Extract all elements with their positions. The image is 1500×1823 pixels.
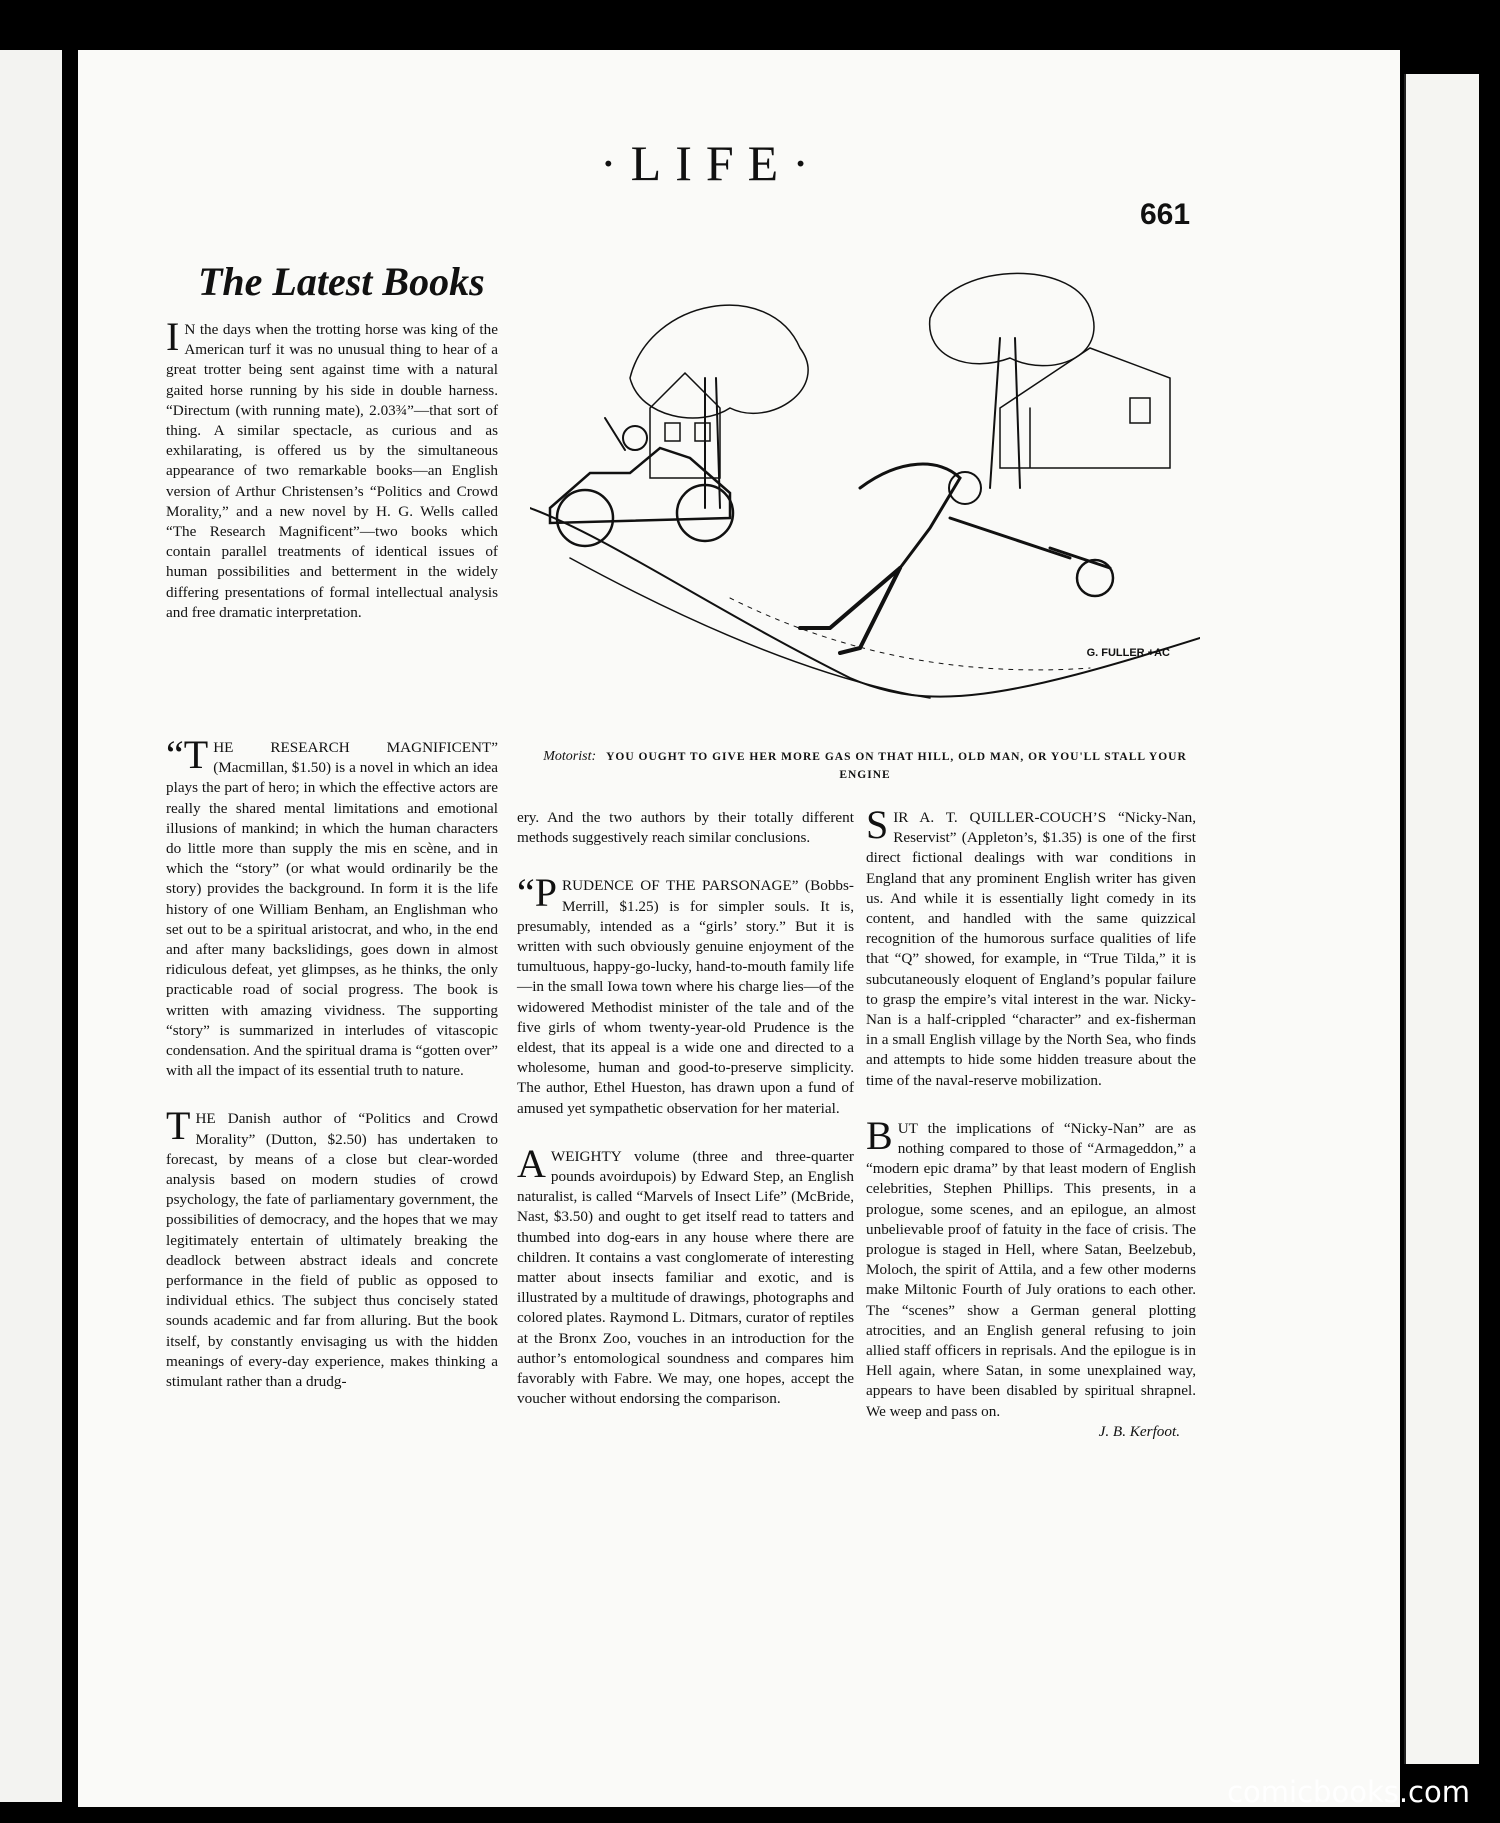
- man-legs: [800, 568, 900, 653]
- paragraph-text: N the days when the trotting horse was king of the American turf it was no unusual thing to hear of a great trotter being sent against time with a natural gaited horse running by his side in double harness. “Directum (with running mate), 2.03¾”—that sort of thing. A similar spectacle, as curious and as exhilarating, is offered us by the simultaneous appearance of two remarkable books—an English version of Arthur Christensen’s “Politics and Crowd Morality,” and a new novel by H. G. Wells called “The Research Magnificent”—two books which contain parallel treatments of identical issues of human possibilities and betterment in the widely differing presentations of formal intellectual analysis and free dramatic interpretation.: [166, 321, 498, 621]
- dropcap: T: [166, 1103, 191, 1149]
- artist-signature: G. FULLER +AC: [1086, 647, 1170, 659]
- man-body: [860, 464, 960, 568]
- paragraph-text: UT the implications of “Nicky-Nan” are as nothing compared to those of “Armageddon,” a “modern epic drama” by that least modern of English celebrities, Stephen Phillips. This presents, in a prologue, some scenes, and an epilogue, an almost unbelievable proof of fatuity in the face of crisis. The prologue is staged in Hell, where Satan, Beelzebub, Moloch, the spirit of Attila, and a few other moderns make Miltonic Fourth of July orations to each other. The “scenes” show a German general plotting atrocities, and an English general refusing to join allied staff officers in reprisals. And the epilogue is in Hell again, where Satan, in some unexplained way, appears to have been disabled by spiritual shrapnel. We weep and pass on.: [866, 1119, 1196, 1420]
- lawnmower: [950, 518, 1110, 568]
- dropcap: I: [166, 314, 180, 359]
- house-left: [650, 373, 720, 478]
- page-number: 661: [1140, 198, 1191, 231]
- danish-paragraph: [166, 1103, 498, 1392]
- column-3: [866, 802, 1196, 1442]
- dropcap: “T: [166, 732, 209, 777]
- caption-speaker: Motorist:: [543, 749, 597, 764]
- house-right: [1000, 348, 1170, 468]
- paragraph-text: RUDENCE OF THE PARSONAGE” (Bobbs-Merrill, $1.25) is for simpler souls. It is, presumably, intended as a “girls’ story.” But it is written with such obviously genuine enjoyment of the tumultuous, happy-go-lucky, hand-to-mouth family life—in the small Iowa town where his charge lies—of the widowered Methodist minister of the tale and of the five girls of whom twenty-year-old Prudence is the eldest, that its appeal is a wide one and directed to a wholesome, human and good-to-preserve simplicity. The author, Ethel Hueston, has drawn upon a fund of amused yet sympathetic observation for her material.: [517, 877, 854, 1117]
- armageddon-paragraph: [866, 1112, 1196, 1422]
- dropcap: S: [866, 802, 889, 847]
- motorist-arm: [605, 418, 625, 450]
- illustration-caption: [530, 748, 1200, 784]
- motorist-head: [623, 426, 647, 450]
- dropcap: A: [517, 1140, 546, 1186]
- previous-page-edge: [0, 50, 62, 1802]
- weighty-paragraph: [517, 1140, 854, 1410]
- car-wheel-front: [557, 490, 613, 546]
- paragraph-text: WEIGHTY volume (three and three-quarter pounds avoirdupois) by Edward Step, an English naturalist, is called “Marvels of Insect Life” (McBride, Nast, $3.50) and ought to get itself read to tatters and thumbed into dog-ears in any house where there are children. It contains a vast conglomerate of interesting matter about insects familiar and exotic, and is illustrated by a multitude of drawings, photographs and colored plates. Raymond L. Ditmars, curator of reptiles at the Bronx Zoo, vouches in an introduction for the author’s entomological soundness and compares him favorably with Fabre. We may, one hopes, accept the voucher without endorsing the comparison.: [517, 1147, 854, 1408]
- paragraph-text: HE Danish author of “Politics and Crowd Morality” (Dutton, $2.50) has undertaken to forecast, by means of a close but clear-worded analysis based on modern studies of crowd psychology, the fate of parliamentary government, the possibilities of democracy, and the hopes that we may legitimately entertain of ultimately breaking the deadlock between abstract ideals and concrete performance in the field of public as opposed to individual ethics. The subject thus concisely stated sounds academic and far from alluring. But the book itself, by constantly envisaging us with the hidden meanings of every-day experience, makes thinking a stimulant rather than a drudg-: [166, 1110, 498, 1391]
- prudence-paragraph: [517, 870, 854, 1118]
- next-page-edge: [1404, 74, 1479, 1764]
- site-watermark: comicbooks.com: [1227, 1775, 1470, 1809]
- article-title: The Latest Books: [198, 259, 485, 304]
- nickynan-paragraph: [866, 802, 1196, 1091]
- author-signature: J. B. Kerfoot.: [1098, 1422, 1180, 1440]
- continuation-paragraph: ery. And the two authors by their totally different methods suggestively reach similar conclusions.: [517, 809, 854, 847]
- intro-paragraph: [166, 314, 498, 623]
- research-paragraph: [166, 732, 498, 1081]
- paragraph-text: IR A. T. QUILLER-COUCH’S “Nicky-Nan, Reservist” (Appleton’s, $1.35) is one of the first direct fictional dealings with war conditions in England that any prominent English writer has given us. And while it is essentially light comedy in its content, and handled with the same quizzical recognition of the humorous surface qualities of life that “Q” showed, for example, in “True Tilda,” it is subcutaneously eloquent of England’s popular failure to grasp the empire’s vital interest in the war. Nicky-Nan is a half-crippled “character” and ex-fisherman in a small English village by the North Sea, who finds and attempts to hide some hidden treasure about the time of the naval-reserve mobilization.: [866, 809, 1196, 1089]
- dropcap: “P: [517, 870, 557, 916]
- mower-wheel: [1077, 560, 1113, 596]
- tree-right-canopy: [930, 273, 1094, 365]
- cartoon-illustration: [530, 258, 1200, 728]
- road-line: [570, 558, 930, 698]
- hill-slope: [530, 508, 1200, 697]
- masthead: ·LIFE·: [600, 135, 823, 191]
- dropcap: B: [866, 1112, 893, 1158]
- caption-text: YOU OUGHT TO GIVE HER MORE GAS ON THAT HILL, OLD MAN, OR YOU'LL STALL YOUR ENGINE: [606, 751, 1187, 781]
- column-1-bottom: [166, 732, 498, 1392]
- column-2: [517, 808, 854, 1409]
- column-1-top: [166, 314, 498, 623]
- paragraph-text: HE RESEARCH MAGNIFICENT” (Macmillan, $1.50) is a novel in which an idea plays the part of hero; in which the effective actors are really the shared mental limitations and emotional illusions of mankind; in which the human characters do little more than supply the mis en scène, and in which the “story” (or what would ordinarily be the story) provides the background. In form it is the life history of one William Benham, an Englishman who set out to be a spiritual aristocrat, and who, in the end and after many backslidings, goes down in almost ridiculous defeat, yet glimpses, as he thinks, the only practicable road of social progress. The book is written with amazing vividness. The supporting “story” is summarized in interludes of vitascopic condensation. And the spiritual drama is “gotten over” with all the impact of its essential truth to nature.: [166, 739, 498, 1080]
